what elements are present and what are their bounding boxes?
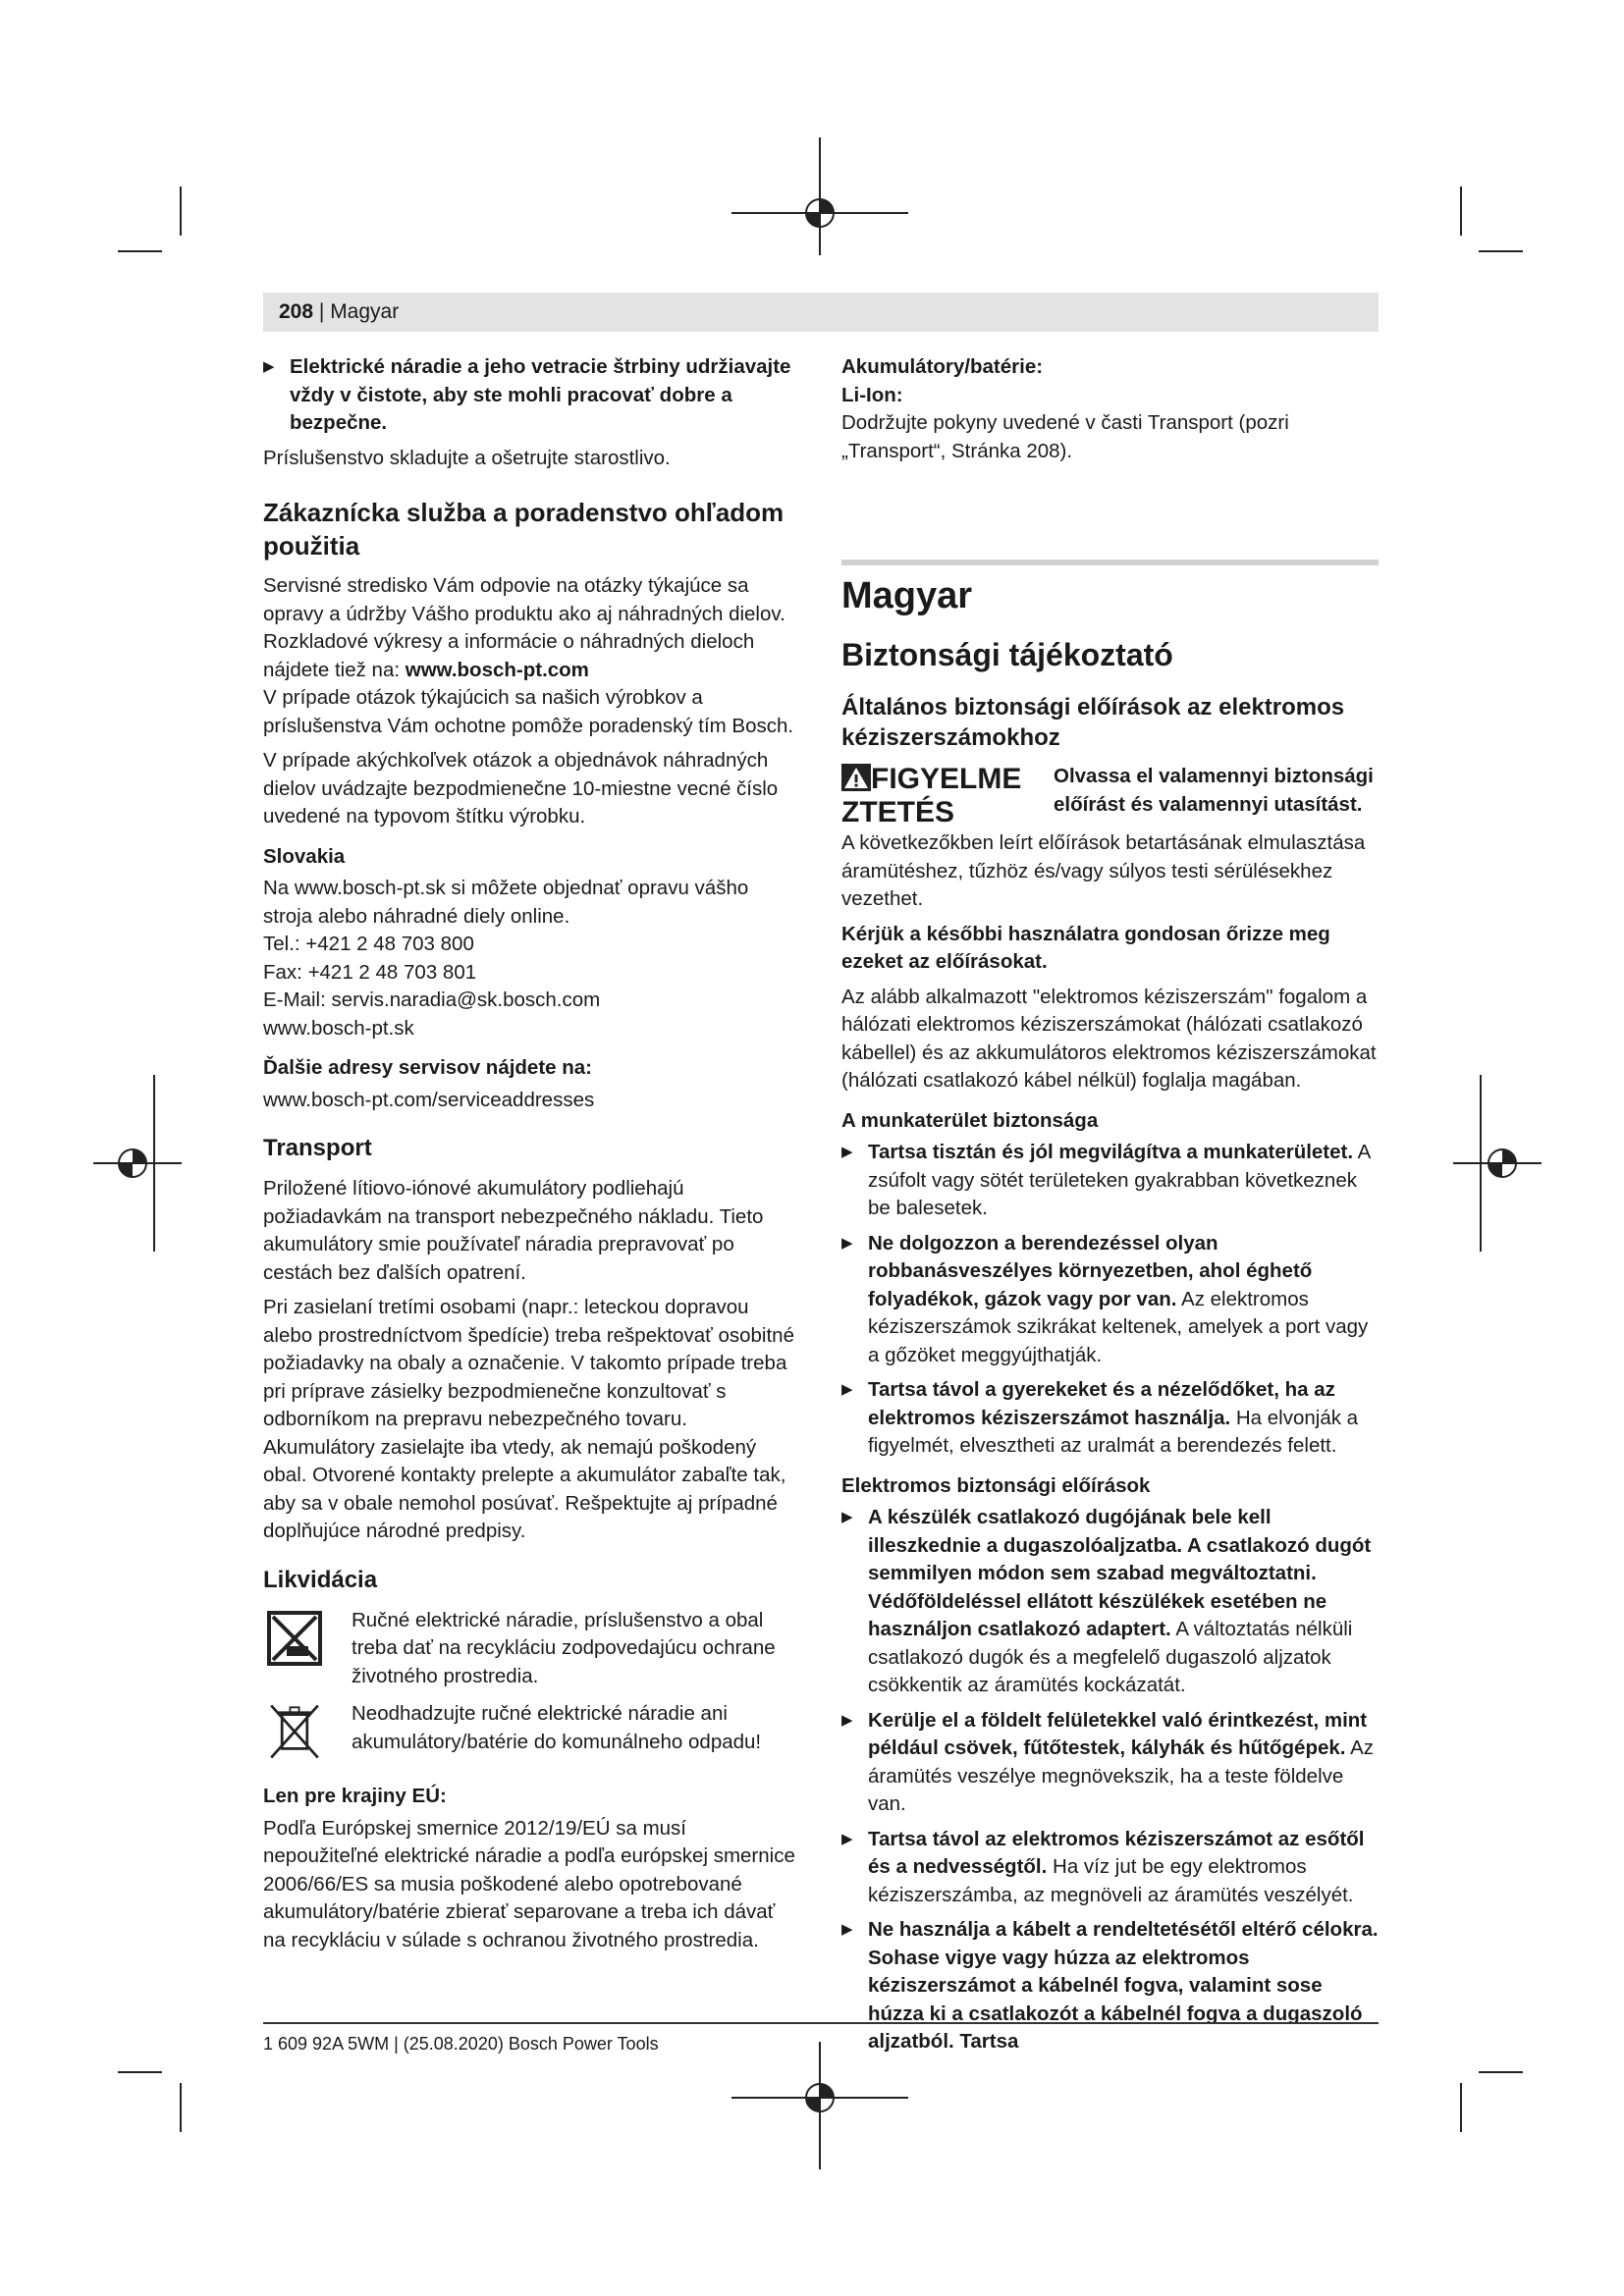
crop-mark-tl-h: [118, 250, 162, 252]
work-item-text: Az elektromos kéziszerszámok szikrákat keltenek, amelyek a port vagy a gőzöket meggyújthatják.: [868, 1287, 1369, 1366]
warning-label-text: FIGYELMEZTETÉS: [841, 763, 1022, 828]
disposal-row-1: [263, 1607, 798, 1691]
section-divider: [841, 560, 1379, 565]
warning-content: [1054, 763, 1379, 829]
contact-fax: Fax: +421 2 48 703 801: [263, 960, 477, 984]
transport-paragraph-3: Akumulátory zasielajte iba vtedy, ak nemajú poškodený obal. Otvorené kontakty prelepte a akumulátor zabaľte tak, aby sa v obale nemohol posúvať. Rešpektujte aj prípadné doplňujúce národné predpisy.: [263, 1435, 786, 1542]
elec-item: [841, 1707, 1379, 1819]
transport-paragraph-2: Pri zasielaní tretími osobami (napr.: leteckou dopravou alebo prostredníctvom špedície) treba rešpektovať osobitné požiadavky na obaly a označenie. V takomto prípade treba pri príprave zásielky bezpodmienečne konzultovať s odborníkom na prepravu nebezpečného tovaru.: [263, 1296, 794, 1430]
page-footer: [263, 2022, 1379, 2055]
footer-text: 1 609 92A 5WM | (25.08.2020) Bosch Power Tools: [263, 2034, 659, 2054]
elec-item-text: A változtatás nélküli csatlakozó dugók és a megfelelő dugaszoló aljzatok csökkentik az áramütés kockázatát.: [868, 1618, 1353, 1696]
bullet-intro: ▶ Elektrické náradie a jeho vetracie štrbiny udržiavajte vždy v čistote, aby ste mohli pracovať dobre a bezpečne.: [263, 353, 798, 438]
contact-email[interactable]: E-Mail: servis.naradia@sk.bosch.com: [263, 988, 601, 1011]
header-section: Magyar: [330, 300, 400, 323]
work-item: [841, 1376, 1379, 1461]
work-area-heading: A munkaterület biztonsága: [841, 1108, 1099, 1132]
crossed-bin-icon: [263, 1700, 326, 1763]
crop-mark-tr-h: [1479, 250, 1523, 252]
warning-box: [841, 763, 1379, 829]
crop-mark-br-v: [1460, 2083, 1462, 2132]
disposal-text-2: Neodhadzujte ručné elektrické náradie ani akumulátory/batérie do komunálneho odpadu!: [352, 1702, 762, 1753]
elec-item: [841, 1504, 1379, 1700]
country-heading: Slovakia: [263, 844, 346, 868]
service-paragraph-3: V prípade akýchkoľvek otázok a objednávok náhradných dielov uvádzajte bezpodmienečne 10-miestne vecné číslo uvedené na typovom štítku výrobku.: [263, 749, 779, 828]
work-item-bold: Tartsa távol a gyerekeket és a nézelődőket, ha az elektromos kéziszerszámot használja.: [868, 1378, 1335, 1429]
work-item-text: Ha elvonják a figyelmét, elvesztheti az uralmát a berendezés felett.: [868, 1406, 1359, 1457]
transport-heading: Transport: [263, 1135, 372, 1161]
elec-item: [841, 1826, 1379, 1910]
recycling-packaging-icon: [263, 1607, 326, 1670]
work-item-text: A zsúfolt vagy sötét területeken gyakrabban következnek be balesetek.: [868, 1141, 1371, 1219]
definition-text: Az alább alkalmazott "elektromos kéziszerszám" fogalom a hálózati elektromos kéziszerszámokat (hálózati csatlakozó kábellel) és az akkumulátoros elektromos kéziszerszámokat (hálózati csatlakozó kábel nélkül) foglalja magában.: [841, 985, 1377, 1092]
crop-mark-tr-v: [1460, 187, 1462, 236]
disposal-heading: Likvidácia: [263, 1566, 378, 1593]
registration-mark-top-icon: [731, 137, 908, 255]
electrical-safety-heading: Elektromos biztonsági előírások: [841, 1473, 1151, 1497]
warning-bold: Olvassa el valamennyi biztonsági előírást és valamennyi utasítást.: [1054, 765, 1374, 816]
work-item: [841, 1139, 1379, 1223]
crop-mark-bl-v: [180, 2083, 182, 2132]
elec-item-bold: Kerülje el a földelt felületekkel való érintkezést, mint például csövek, fűtőtestek, kályhák és hűtőgépek.: [868, 1708, 1368, 1759]
service-paragraph-2: V prípade otázok týkajúcich sa našich výrobkov a príslušenstva Vám ochotne pomôže poradenský tím Bosch.: [263, 686, 794, 737]
elec-item-bold: Tartsa távol az elektromos kéziszerszámot az esőtől és a nedvességtől.: [868, 1827, 1365, 1878]
warning-text: A következőkben leírt előírások betartásának elmulasztása áramütéshez, tűzhöz és/vagy súlyos testi sérülésekhez vezethet.: [841, 831, 1366, 910]
contact-block: [263, 875, 798, 1042]
safety-title: Biztonsági tájékoztató: [841, 637, 1173, 672]
elec-item-text: Az áramütés veszélye megnövekszik, ha a teste földelve van.: [868, 1736, 1374, 1815]
service-paragraph-1: [263, 572, 798, 684]
more-addresses-link[interactable]: www.bosch-pt.com/serviceaddresses: [263, 1088, 595, 1111]
work-item: [841, 1230, 1379, 1370]
more-addresses-heading: Ďalšie adresy servisov nájdete na:: [263, 1056, 593, 1079]
elec-item-bold: Ne használja a kábelt a rendeltetésétől eltérő célokra. Sohase vigye vagy húzza az elektromos kéziszerszámot a kábelnél fogva, valamint sose húzza ki a csatlakozót a kábelnél fogva a dugaszoló aljzatból. Tartsa: [868, 1918, 1379, 2053]
header-separator: |: [318, 300, 331, 323]
language-title: Magyar: [841, 575, 973, 616]
service-text-1: Servisné stredisko Vám odpovie na otázky týkajúce sa opravy a údržby Vášho produktu ako aj náhradných dielov. Rozkladové výkresy a informácie o náhradných dieloch nájdete tiež na:: [263, 574, 785, 681]
battery-heading: Akumulátory/batérie:: [841, 355, 1044, 378]
elec-item-text: Ha víz jut be egy elektromos kéziszerszámba, az megnöveli az áramütés veszélyét.: [868, 1855, 1354, 1906]
elec-item-bold: A készülék csatlakozó dugójának bele kell illeszkednie a dugaszolóaljzatba. A csatlakozó dugót semmilyen módon sem szabad megváltoztatni. Védőföldeléssel ellátott készülékek esetében ne használjon csatlakozó adaptert.: [868, 1506, 1372, 1640]
right-column: [841, 353, 1379, 472]
eu-heading: Len pre krajiny EÚ:: [263, 1785, 447, 1807]
eu-text: Podľa Európskej smernice 2012/19/EÚ sa musí nepoužiteľné elektrické náradie a podľa európskej smernice 2006/66/ES sa musia poškodené alebo opotrebované akumulátory/batérie zbierať separovane a treba ich dávať na recykláciu v súlade s ochranou životného prostredia.: [263, 1816, 795, 1951]
work-item-bold: Tartsa tisztán és jól megvilágítva a munkaterületet.: [868, 1141, 1354, 1163]
crop-mark-tl-v: [180, 187, 182, 236]
page-header: [263, 293, 1379, 332]
transport-paragraph-1: Priložené lítiovo-iónové akumulátory podliehajú požiadavkám na transport nebezpečného nákladu. Tieto akumulátory smie používateľ náradia prepravovať po cestách bez ďalších opatrení.: [263, 1177, 764, 1284]
keep-instructions: Kérjük a későbbi használatra gondosan őrizze meg ezeket az előírásokat.: [841, 922, 1330, 973]
service-heading: Zákaznícka služba a poradenstvo ohľadom použitia: [263, 498, 785, 561]
liion-heading: Li-Ion:: [841, 383, 903, 406]
work-item-bold: Ne dolgozzon a berendezéssel olyan robbanásveszélyes környezetben, ahol éghető folyadékok, gázok vagy por van.: [868, 1231, 1313, 1310]
crop-mark-br-h: [1479, 2071, 1523, 2073]
disposal-row-2: [263, 1700, 798, 1763]
contact-line: Na www.bosch-pt.sk si môžete objednať opravu vášho stroja alebo náhradné diely online.: [263, 877, 749, 928]
contact-website[interactable]: www.bosch-pt.sk: [263, 1016, 414, 1040]
contact-phone: Tel.: +421 2 48 703 800: [263, 933, 474, 955]
battery-text: Dodržujte pokyny uvedené v časti Transport (pozri „Transport“, Stránka 208).: [841, 411, 1289, 462]
page-number: 208: [279, 300, 314, 323]
registration-mark-right-icon: [1453, 1075, 1542, 1252]
registration-mark-left-icon: [93, 1075, 182, 1252]
accessories-text: Príslušenstvo skladujte a ošetrujte starostlivo.: [263, 446, 671, 469]
crop-mark-bl-h: [118, 2071, 162, 2073]
right-column-main: [841, 574, 1379, 2063]
general-safety-heading: Általános biztonsági előírások az elektromos kéziszerszámokhoz: [841, 694, 1345, 751]
disposal-text-1: Ručné elektrické náradie, príslušenstvo a obal treba dať na recykláciu zodpovedajúcu ochrane životného prostredia.: [352, 1608, 776, 1687]
service-link[interactable]: www.bosch-pt.com: [405, 658, 589, 681]
left-column: [263, 353, 798, 1961]
warning-triangle-icon: [841, 764, 871, 791]
warning-label: [841, 763, 1038, 829]
